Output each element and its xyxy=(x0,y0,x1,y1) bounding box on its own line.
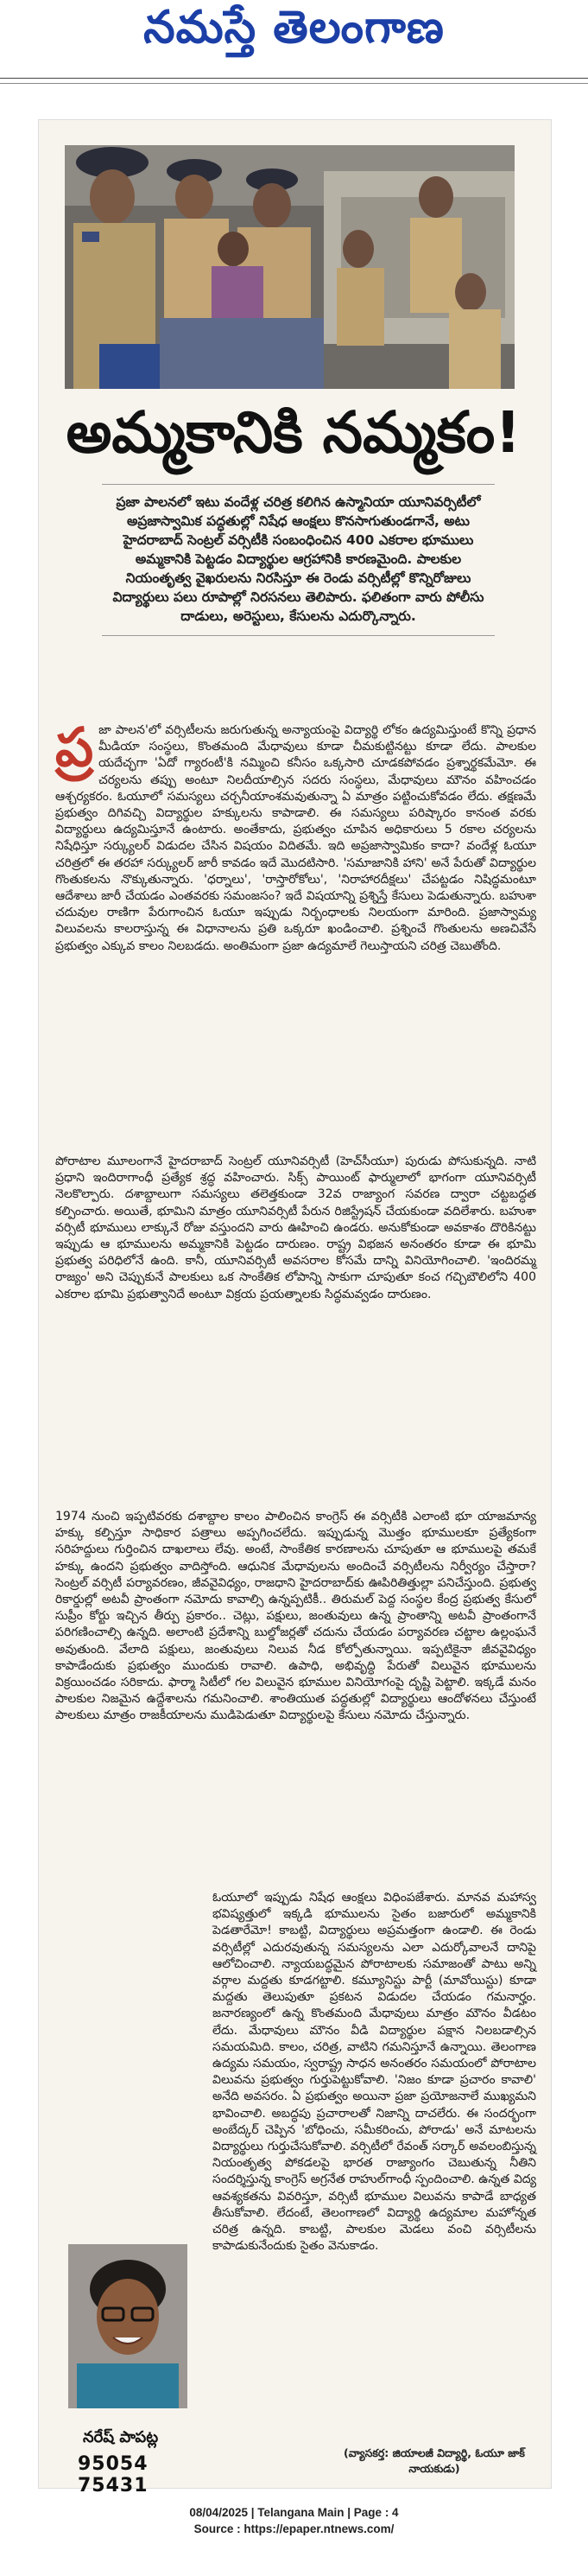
paragraph-text: ఓయూలో ఇప్పుడు నిషేధ ఆంక్షలు విధింపజేశారు. మానవ మహాస్వ భవిష్యత్తులో ఇక్కడి భూములను సైతం బజారులో అమ్మకానికి పెడతారేమో! కాబట్టి, విద్యార్థులు అప్రమత్తంగా ఉండాలి. ఈ రెండు వర్సిటీల్లో ఎదురవుతున్న సమస్యలను ఎలా ఎదుర్కోవాలనే దానిపై ఆలోచించాలి. న్యాయబద్ధమైన పోరాటాలకు సమాజంతో పాటు అన్ని వర్గాల మద్దతు కూడగట్టాలి. కమ్యూనిస్టు పార్టీ (మావోయిస్టు) కూడా మద్దతు తెలుపుతూ ప్రకటన విడుదల చేయడం గమనార్హం. జనారణ్యంలో ఉన్న కొంతమంది మేధావులు మాత్రం మౌనం వీడటం లేదు. మేధావులు మౌనం వీడి విద్యార్థుల పక్షాన నిలబడాల్సిన సమయమిది. కాలం, చరిత్ర, వాటిని గమనిస్తూనే ఉన్నాయి. తెలంగాణ ఉద్యమ సమయం, స్వరాష్ట్ర సాధన అనంతరం సమయంలో పోరాటాల విలువను ప్రభుత్వం గుర్తుపెట్టుకోవాలి. 'నిజం కూడా ప్రచారం కావాలి' అనేది అవసరం. ఏ ప్రభుత్వం అయినా ప్రజా ప్రయోజనాలే ముఖ్యమని భావించాలి. అబద్ధపు ప్రచారాలతో నిజాన్ని దాచలేరు. ఈ సందర్భంగా అంబేద్కర్ చెప్పిన 'బోధించు, సమీకరించు, పోరాడు' అనే మాటలను విద్యార్థులు గుర్తుచేసుకోవాలి. వర్సిటీలో రేవంత్ సర్కార్ అవలంబిస్తున్న నియంతృత్వ పోకడలపై భారత రాజ్యాంగం చెబుతున్న నీతిని సందర్శిస్తున్న కాంగ్రెస్ అగ్రనేత రాహుల్‌గాంధీ స్పందించాలి. ఉన్నత విద్య ఆవశ్యకతను వివరిస్తూ, వర్సిటీ భూముల విలువను కాపాడే బాధ్యత తీసుకోవాలి. లేదంటే, తెలంగాణలో విద్యార్థి ఉద్యమాల మహోన్నత చరిత్ర ఉన్నది. కాబట్టి, పాలకుల మెడలు వంచి వర్సిటీలను కాపాడుకునేందుకు సైతం వెనుకాడం. xyxy=(212,1891,536,2254)
police-detaining-student-photo xyxy=(65,145,515,389)
newspaper-logo: నమస్తే తెలంగాణ xyxy=(143,2,445,54)
author-phone: 95054 75431 xyxy=(78,2453,149,2496)
epaper-footer xyxy=(0,2504,588,2537)
masthead-rule-secondary xyxy=(0,83,588,84)
paragraph-text: పోరాటాల మూలంగానే హైదరాబాద్ సెంట్రల్ యూనివర్సిటీ (హెచ్‌సీయూ) పురుడు పోసుకున్నది. నాటి ప్రధాని ఇందిరాగాంధీ ప్రత్యేక శ్రద్ధ వహించారు. సిక్స్ పాయింట్ ఫార్ములాలో భాగంగా యూనివర్సిటీ నెలకొల్పారు. దశాబ్దాలుగా సమస్యలు తలెత్తకుండా 32వ రాజ్యాంగ సవరణ ద్వారా చట్టబద్ధత కల్పించారు. అయితే, భూమిని మాత్రం యూనివర్సిటీ పేరున రిజిస్ట్రేషన్ చేయకుండా వదిలేశారు. బహుశా వర్సిటీ భూములు లాక్కునే రోజు వస్తుందని వారు ఊహించి ఉండరు. అనుకోకుండా అవకాశం దొరికినట్టు ఇప్పుడు ఆ భూములను అమ్మకానికి పెట్టడం దారుణం. రాష్ట్ర విభజన అనంతరం కూడా ఈ భూమి ప్రభుత్వ పరిధిలోనే ఉంది. కానీ, యూనివర్సిటీ అవసరాల కోసమే దాన్ని వినియోగించాలి. 'ఇందిరమ్మ రాజ్యం' అని చెప్పుకునే పాలకులు ఒక సాంకేతిక లోపాన్ని సాకుగా చూపుతూ కంచ గచ్చిబౌలిలోని 400 ఎకరాల భూమి ప్రభుత్వానిదే అంటూ విక్రయ ప్రయత్నాలకు సిద్ధమవ్వడం దారుణం. xyxy=(55,1154,536,1301)
footer-source-link[interactable]: Source : https://epaper.ntnews.com/ xyxy=(193,2522,395,2535)
masthead-rule xyxy=(0,78,588,79)
article-paragraph-2 xyxy=(55,1154,536,1303)
article-standfirst xyxy=(102,493,495,626)
standfirst-rule-bottom xyxy=(102,635,495,636)
paragraph-text: జా పాలన'లో వర్సిటీలను జరుగుతున్న అన్యాయంపై విద్యార్థి లోకం ఉద్యమిస్తుంటే కొన్ని ప్రధాన మీడియా సంస్థలు, కొంతమంది మేధావులు కూడా చీమకుట్టినట్టు కూడా లేదు. పాలకుల యదేచ్ఛగా 'ఏదో గ్యారంటీ'కి నమ్మించి కనీసం ఒక్కసారి చూడకపోవడం ప్రశ్నార్థకమేమో. ఈ చర్యలను తప్పు అంటూ నిలదీయాల్సిన సదరు సంస్థలు, మేధావులు మౌనం వహించడం ఆశ్చర్యకరం. ఓయూలో సమస్యలు చర్చనీయాంశమవుతున్నా ఏ మాత్రం పట్టించుకోవడం లేదు. తక్షణమే ప్రభుత్వం దిగివచ్చి విద్యార్థుల హక్కులను కాపాడాలి. ఈ సమస్యలు పరిష్కారం కానంత వరకు విద్యార్థులు ఉద్యమిస్తూనే ఉంటారు. అంతేకాదు, ప్రభుత్వం చూపిన అధికారులు 5 రకాల చర్యలను నిషేధిస్తూ సర్క్యులర్ విడుదల చేసిన విషయం విదితమే. ఇది అప్రజాస్వామికం కాదా? వందేళ్ల ఓయూ చరిత్రలో ఈ తరహా సర్క్యులర్ జారీ కావడం ఇదే మొదటిసారి. 'సమాజానికి హాని' అనే పేరుతో విద్యార్థుల గొంతుకలను నొక్కుతున్నారు. 'ధర్నాలు', 'రాస్తారోకోలు', 'నిరాహారదీక్షలు' చేపట్టడం నిషిద్ధమంటూ ఆదేశాలు జారీ చేయడం ఎంతవరకు సమంజసం? ఇదే విషయాన్ని ప్రశ్నిస్తే కేసులు పెడుతున్నారు. బహుశా చదువుల రాణిగా పేరుగాంచిన ఓయూ ఇప్పుడు నిర్బంధాలకు నిలయంగా మారింది. ప్రజాస్వామ్య విలువలను కాలరాస్తున్న ఈ విధానాలను ప్రతి ఒక్కరూ ఖండించాలి. ప్రశ్నించే గొంతులను అణచివేసే ప్రభుత్వం ఎక్కువ కాలం నిలబడదు. అంతిమంగా ప్రజా ఉద్యమాలే గెలుస్తాయని చరిత్ర చెబుతోంది. xyxy=(55,723,536,953)
standfirst-text: ప్రజా పాలనలో ఇటు వందేళ్ల చరిత్ర కలిగిన ఉస్మానియా యూనివర్సిటీలో అప్రజాస్వామిక పద్ధతుల్లో నిషేధ ఆంక్షలు కొనసాగుతుండగానే, అటు హైదరాబాద్ సెంట్రల్ వర్సిటీకి సంబంధించిన 400 ఎకరాల భూములు అమ్మకానికి పెట్టడం విద్యార్థుల ఆగ్రహానికి కారణమైంది. పాలకుల నియంతృత్వ వైఖరులను నిరసిస్తూ ఈ రెండు వర్సిటీల్లో కొన్నిరోజులు విద్యార్థులు పలు రూపాల్లో నిరసనలు తెలిపారు. ఫలితంగా వారు పోలీసు దాడులు, అరెస్టులు, కేసులను ఎదుర్కొన్నారు. xyxy=(112,494,484,624)
article-headline: అమ్మకానికి నమ్మకం! xyxy=(66,399,522,466)
lead-photo xyxy=(65,145,515,389)
paragraph-text: 1974 నుంచి ఇప్పటివరకు దశాబ్దాల కాలం పాలించిన కాంగ్రెస్ ఈ వర్సిటీకి ఎలాంటి భూ యాజమాన్య హక్కు కల్పిస్తూ సాధికార పత్రాలు అప్పగించలేదు. ఇప్పుడున్న మొత్తం భూములకూ ప్రత్యేకంగా సరిహద్దులు గుర్తించిన దాఖలాలు లేవు. అంటే, సాంకేతిక కారణాలను చూపుతూ ఆ భూములపై తమకే హక్కు ఉందని ప్రభుత్వం వాదిస్తోంది. ఆధునిక మేధావులను అందించే వర్సిటీలను నిర్వీర్యం చేస్తారా? సెంట్రల్ వర్సిటీ పర్యావరణం, జీవవైవిధ్యం, రాజధాని హైదరాబాద్‌కు ఊపిరితిత్తుల్లా పనిచేస్తుంది. ప్రభుత్వ రికార్డుల్లో అటవీ ప్రాంతంగా నమోదు కావాల్సి ఉన్నప్పటికీ.. తిరుమల్ పెద్ద సంస్థల కేంద్ర ప్రభుత్వ కేసులో సుప్రీం కోర్టు ఇచ్చిన తీర్పు ప్రకారం.. చెట్లు, పక్షులు, జంతువులు ఉన్న ప్రాంతాన్ని అటవీ ప్రాంతంగానే పరిగణించాల్సి ఉన్నది. అలాంటి ప్రదేశాన్ని బుల్డోజర్లతో చదును చేయడం పర్యావరణ చట్టాల ఉల్లంఘనే అవుతుంది. వేలాది పక్షులు, జంతువులు నిలువ నీడ కోల్పోతున్నాయి. ఇప్పటికైనా జీవవైవిధ్యం కాపాడేందుకు ప్రభుత్వం ముందుకు రావాలి. ఉపాధి, అభివృద్ధి పేరుతో విలువైన భూములను విక్రయించడం సరికాదు. ఫార్మా సిటీలో గల విలువైన భూముల వినియోగంపై దృష్టి పెట్టాలి. ఇక్కడే మనం పాలకుల నిజమైన ఉద్దేశాలను గమనించాలి. శాంతియుత పద్ధతుల్లో విద్యార్థులు ఆందోళనలు చేస్తుంటే పాలకులు మాత్రం రాజకీయాలను ముడిపెడుతూ విద్యార్థులపై కేసులు నమోదు చేస్తున్నారు. xyxy=(55,1510,536,1723)
standfirst-rule-top xyxy=(102,484,495,485)
drop-cap: ప్ర xyxy=(55,716,94,779)
author-name: నరేష్ పాపట్ల xyxy=(83,2428,159,2446)
author-portrait xyxy=(68,2244,187,2408)
masthead xyxy=(0,0,588,86)
footer-date-page: 08/04/2025 | Telangana Main | Page : 4 xyxy=(189,2506,399,2519)
author-photo xyxy=(68,2244,187,2408)
article-paragraph-1 xyxy=(55,716,536,955)
author-credentials: (వ్యాసకర్త: జియాలజీ విద్యార్థి, ఓయూ జాక్ నాయకుడు) xyxy=(344,2446,525,2475)
article-paragraph-3 xyxy=(55,1509,536,1725)
